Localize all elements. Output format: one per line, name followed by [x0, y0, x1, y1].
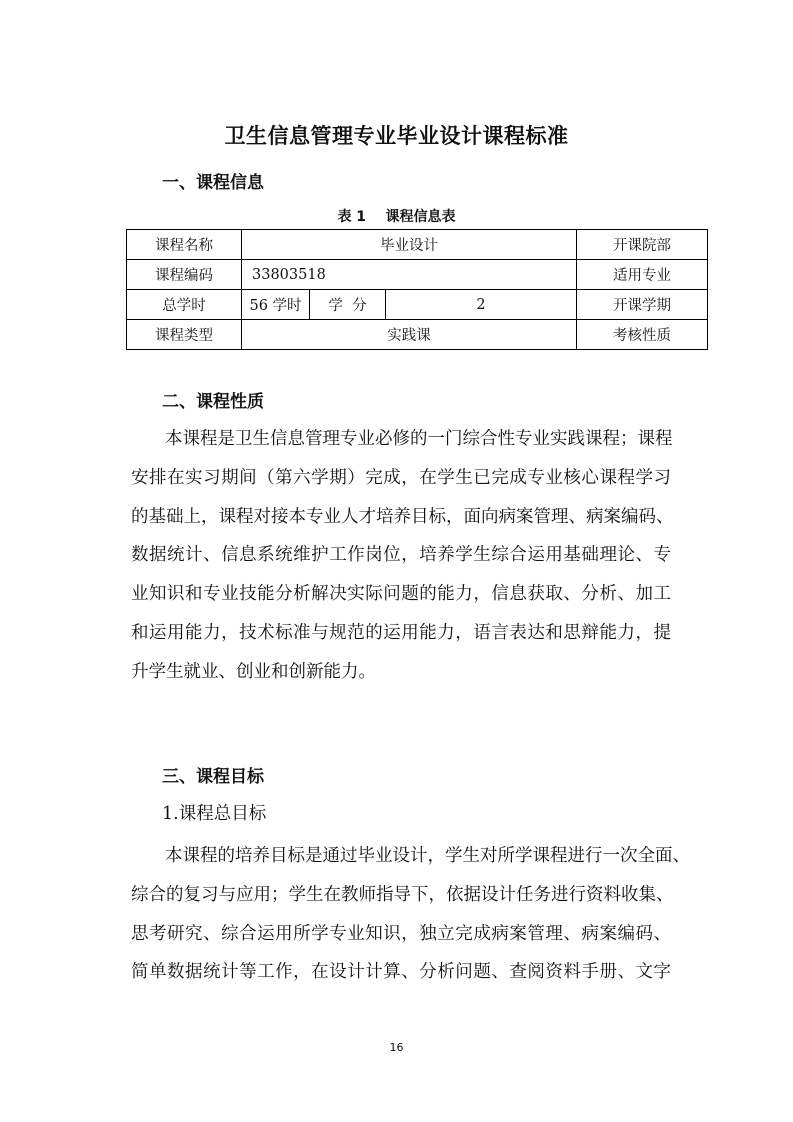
department-label: 开课院部 [577, 230, 708, 260]
paragraph-line: 安排在实习期间（第六学期）完成，在学生已完成专业核心课程学习 [131, 467, 671, 488]
paragraph-line: 数据统计、信息系统维护工作岗位，培养学生综合运用基础理论、专 [131, 545, 671, 566]
course-info-table [126, 229, 708, 350]
table-row [127, 320, 708, 350]
paragraph-line: 和运用能力，技术标准与规范的运用能力，语言表达和思辩能力，提 [131, 622, 671, 643]
course-nature-paragraph [131, 420, 674, 692]
course-type-value: 实践课 [242, 320, 577, 350]
major-label: 适用专业 [577, 260, 708, 290]
course-goals-paragraph [131, 837, 690, 992]
course-type-label: 课程类型 [127, 320, 242, 350]
total-hours-label: 总学时 [127, 290, 242, 320]
paragraph-line: 综合的复习与应用；学生在教师指导下，依据设计任务进行资料收集、 [131, 884, 674, 905]
table-row [127, 260, 708, 290]
section-heading-course-info: 一、课程信息 [162, 173, 264, 193]
paragraph-line: 业知识和专业技能分析解决实际问题的能力，信息获取、分析、加工 [131, 584, 671, 605]
page-number: 16 [389, 1041, 404, 1054]
total-hours-value: 56 学时 [242, 290, 310, 320]
overall-goal-subheading: 1.课程总目标 [162, 804, 267, 824]
paragraph-line: 简单数据统计等工作，在设计计算、分析问题、查阅资料手册、文字 [131, 962, 671, 983]
paragraph-line: 思考研究、综合运用所学专业知识，独立完成病案管理、病案编码、 [131, 923, 671, 944]
paragraph-line: 本课程的培养目标是通过毕业设计，学生对所学课程进行一次全面、 [165, 846, 690, 866]
credits-value: 2 [386, 290, 577, 320]
course-code-label: 课程编码 [127, 260, 242, 290]
table-row [127, 230, 708, 260]
credits-label: 学 分 [310, 290, 386, 320]
semester-label: 开课学期 [577, 290, 708, 320]
course-name-value: 毕业设计 [242, 230, 577, 260]
paragraph-line: 升学生就业、创业和创新能力。 [131, 661, 376, 682]
section-heading-course-goals: 三、课程目标 [162, 767, 264, 787]
paragraph-line: 的基础上，课程对接本专业人才培养目标，面向病案管理、病案编码、 [131, 506, 674, 527]
document-title: 卫生信息管理专业毕业设计课程标准 [224, 124, 569, 148]
assessment-label: 考核性质 [577, 320, 708, 350]
table-row [127, 290, 708, 320]
course-name-label: 课程名称 [127, 230, 242, 260]
section-heading-course-nature: 二、课程性质 [162, 392, 264, 412]
course-code-value: 33803518 [242, 260, 577, 290]
table-caption: 表 1 课程信息表 [337, 209, 456, 225]
paragraph-line: 本课程是卫生信息管理专业必修的一门综合性专业实践课程；课程 [165, 429, 673, 449]
